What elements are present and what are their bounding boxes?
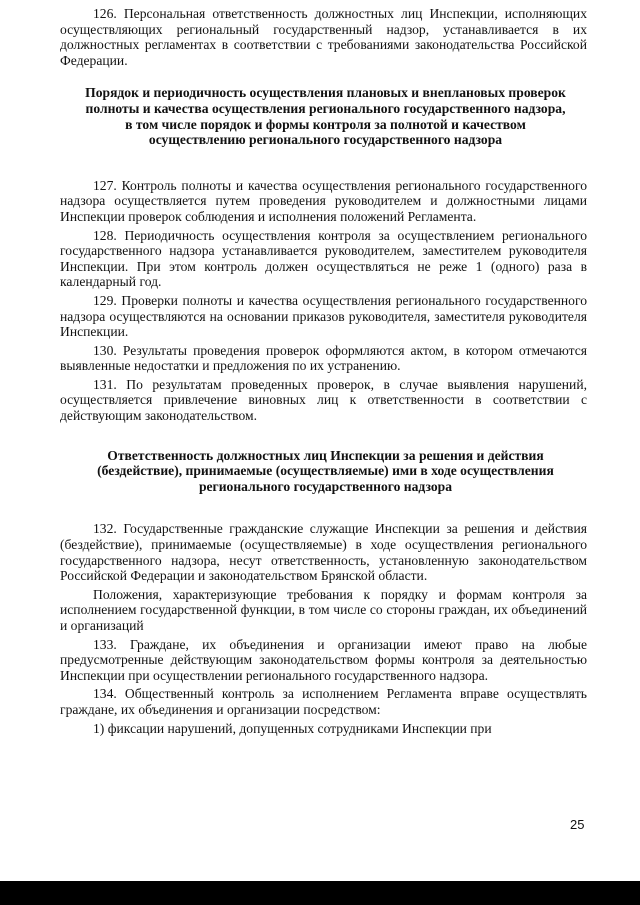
paragraph-127: 127. Контроль полноты и качества осуществления регионального государственного надзора осуществляется путем проведения руководителем и должностными лицами Инспекции проверок соблюдения и исполнения положений Регламента. — [60, 177, 587, 224]
paragraph-126: 126. Персональная ответственность должностных лиц Инспекции, исполняющих осуществляющих региональный государственный надзор, устанавливается в их должностных регламентах в соответствии с требованиями законодательства Российской Федерации. — [60, 6, 587, 68]
section-heading-inspection-checks: Порядок и периодичность осуществления плановых и внеплановых проверок полноты и качества осуществления регионального государственного надзора, в том числе порядок и формы контроля за полнотой и качеством осуществлению регионального государственного надзора — [85, 85, 566, 148]
paragraph-134-item-1: 1) фиксации нарушений, допущенных сотрудниками Инспекции при — [93, 720, 492, 736]
page-content — [60, 6, 587, 736]
paragraph-134: 134. Общественный контроль за исполнением Регламента вправе осуществлять граждане, их объединения и организации посредством: — [60, 686, 587, 717]
section-heading-officials-responsibility: Ответственность должностных лиц Инспекции за решения и действия (бездействие), принимаемые (осуществляемые) ими в ходе осуществления регионального государственного надзора — [97, 447, 554, 494]
page-number: 25 — [570, 817, 585, 832]
paragraph-control-provisions: Положения, характеризующие требования к порядку и формам контроля за исполнением государственной функции, в том числе со стороны граждан, их объединений и организаций — [60, 586, 587, 633]
paragraph-133: 133. Граждане, их объединения и организации имеют право на любые предусмотренные действующим законодательством формы контроля за деятельностью Инспекции при осуществлении регионального государственного надзора. — [60, 636, 587, 683]
scan-border-bar — [0, 881, 640, 905]
paragraph-132: 132. Государственные гражданские служащие Инспекции за решения и действия (бездействие), принимаемые (осуществляемые) в ходе осуществления регионального государственного надзора, несут ответственность, установленную законодательством Российской Федерации и законодательством Брянской области. — [60, 521, 587, 584]
paragraph-131: 131. По результатам проведенных проверок, в случае выявления нарушений, осуществляется привлечение виновных лиц к ответственности в соответствии с действующим законодательством. — [60, 376, 587, 424]
paragraph-129: 129. Проверки полноты и качества осуществления регионального государственного надзора осуществляются на основании приказов руководителя, заместителя руководителя Инспекции. — [60, 292, 587, 340]
paragraph-128: 128. Периодичность осуществления контроля за осуществлением регионального государственного надзора устанавливается руководителем, заместителем руководителя Инспекции. При этом контроль должен осуществляться не реже 1 (одного) раза в календарный год. — [60, 227, 587, 290]
paragraph-130: 130. Результаты проведения проверок оформляются актом, в котором отмечаются выявленные недостатки и предложения по их устранению. — [60, 342, 587, 374]
